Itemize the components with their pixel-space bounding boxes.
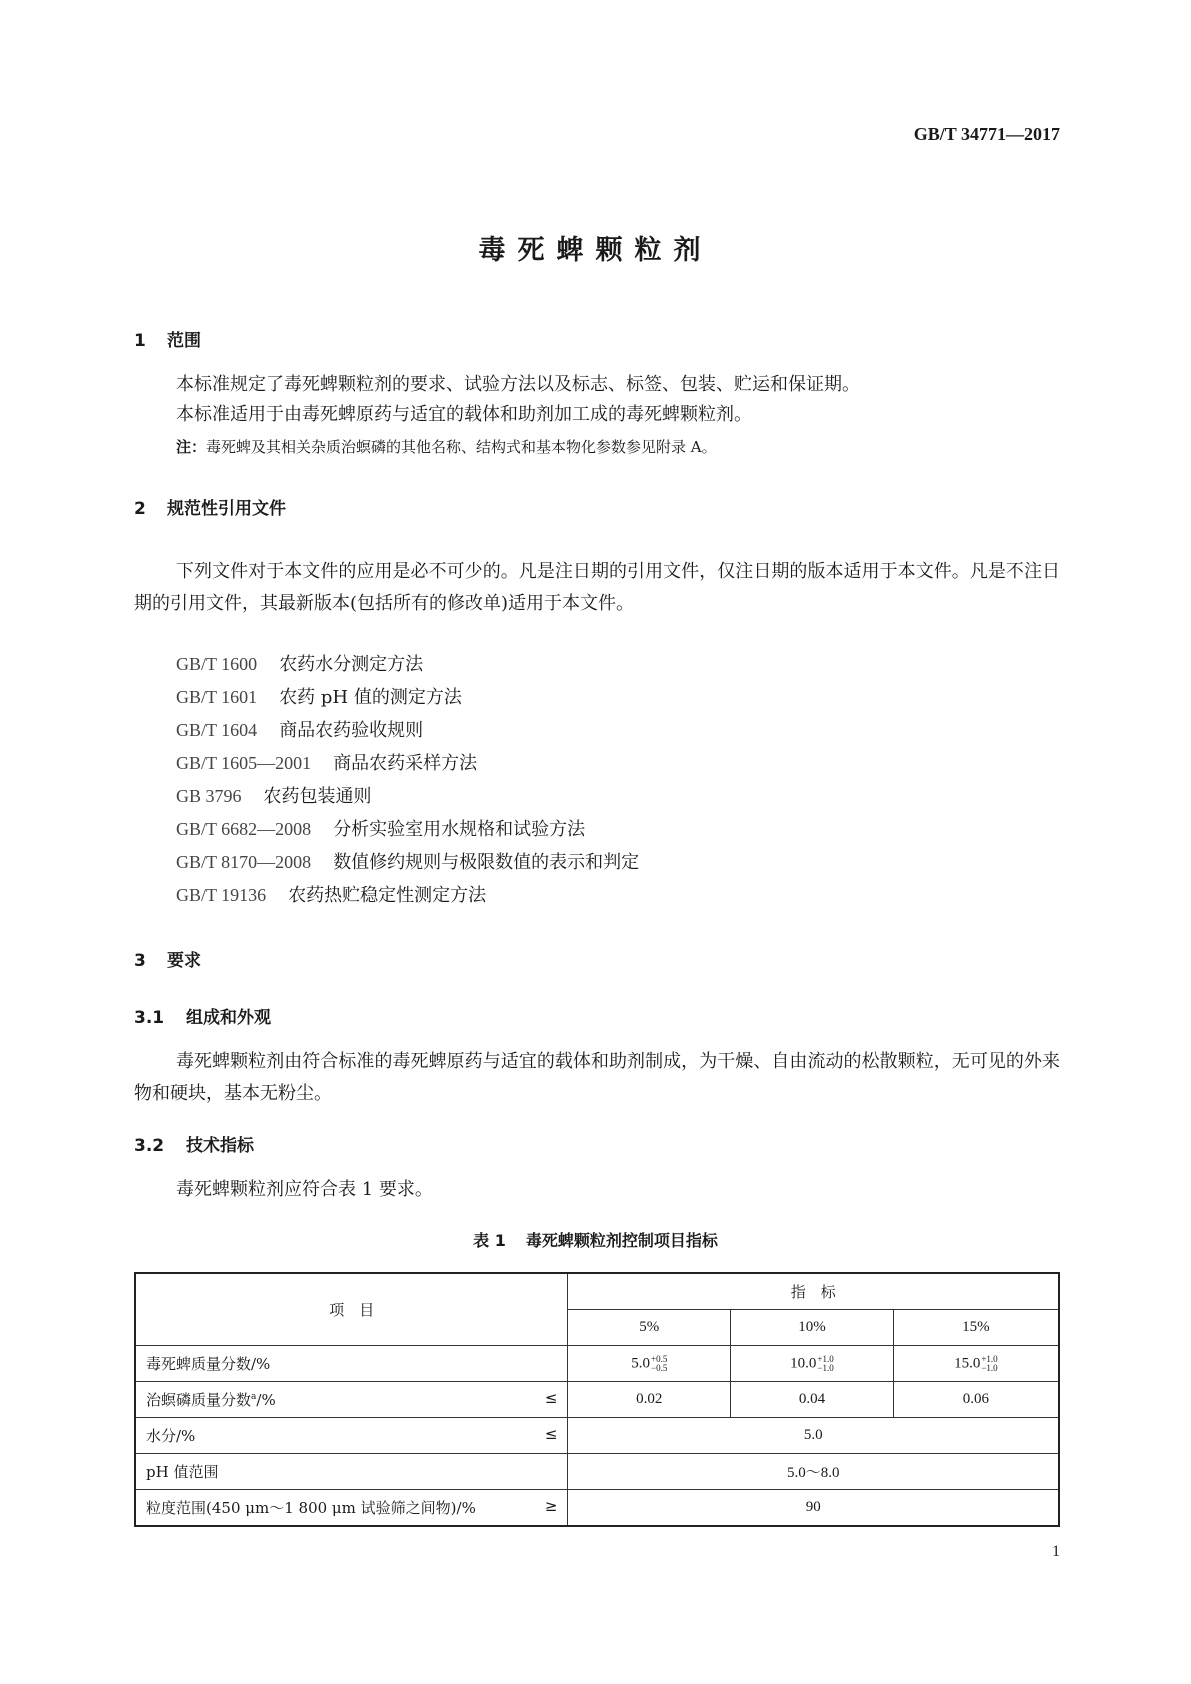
grade-header: 5% — [568, 1310, 731, 1346]
reference-title: 分析实验室用水规格和试验方法 — [333, 819, 586, 840]
section-2-heading — [134, 494, 286, 519]
row-item: 粒度范围(450 μm～1 800 μm 试验筛之间物)/% ≥ — [135, 1490, 568, 1527]
section-title: 技术指标 — [186, 1136, 254, 1156]
reference-code: GB/T 1600 — [176, 654, 258, 674]
reference-item — [176, 846, 639, 879]
row-value: 0.04 — [731, 1382, 894, 1418]
reference-code: GB 3796 — [176, 786, 242, 806]
note-text: 毒死蜱及其相关杂质治螟磷的其他名称、结构式和基本物化参数参见附录 A。 — [206, 438, 717, 456]
row-item: pH 值范围 — [135, 1454, 568, 1490]
reference-item — [176, 681, 639, 714]
page-number: 1 — [1052, 1543, 1060, 1560]
reference-title: 农药水分测定方法 — [279, 654, 424, 675]
section-number: 2 — [134, 499, 146, 519]
section-1-heading — [134, 326, 201, 351]
reference-code: GB/T 1604 — [176, 720, 258, 740]
row-value: 5.0 +0.5 −0.5 — [568, 1346, 731, 1382]
reference-code: GB/T 1601 — [176, 687, 258, 707]
section-3-1-heading — [134, 1003, 271, 1028]
reference-title: 商品农药验收规则 — [279, 720, 424, 741]
section-number: 3.1 — [134, 1008, 165, 1028]
reference-code: GB/T 6682—2008 — [176, 819, 312, 839]
row-value: 90 — [568, 1490, 1059, 1527]
reference-item — [176, 648, 639, 681]
document-title: 毒死蜱颗粒剂 — [478, 235, 713, 266]
references-intro: 下列文件对于本文件的应用是必不可少的。凡是注日期的引用文件，仅注日期的版本适用于本文件。凡是不注日期的引用文件，其最新版本(包括所有的修改单)适用于本文件。 — [134, 561, 1060, 614]
table-header-row — [135, 1273, 1059, 1310]
reference-code: GB/T 8170—2008 — [176, 852, 312, 872]
table-number: 表 1 — [473, 1231, 506, 1250]
reference-title: 农药热贮稳定性测定方法 — [288, 885, 487, 906]
grade-header: 15% — [893, 1310, 1059, 1346]
reference-code: GB/T 1605—2001 — [176, 753, 312, 773]
table-row — [135, 1454, 1059, 1490]
row-value: 5.0 — [568, 1418, 1059, 1454]
comparison-symbol: ≥ — [544, 1497, 558, 1515]
section-title: 规范性引用文件 — [167, 499, 286, 519]
comparison-symbol: ≤ — [544, 1389, 558, 1407]
spec-table — [134, 1272, 1060, 1527]
comparison-symbol: ≤ — [544, 1425, 558, 1443]
reference-title: 农药 pH 值的测定方法 — [279, 687, 462, 708]
section-title: 组成和外观 — [186, 1008, 271, 1028]
scope-paragraph-2: 本标准适用于由毒死蜱原药与适宜的载体和助剂加工成的毒死蜱颗粒剂。 — [176, 404, 752, 425]
row-item: 治螟磷质量分数$^a$/% ≤ — [135, 1382, 568, 1418]
reference-title: 数值修约规则与极限数值的表示和判定 — [333, 852, 640, 873]
section-3-heading — [134, 946, 201, 971]
composition-paragraph: 毒死蜱颗粒剂由符合标准的毒死蜱原药与适宜的载体和助剂制成，为干燥、自由流动的松散颗粒，无可见的外来物和硬块，基本无粉尘。 — [134, 1051, 1060, 1104]
reference-item — [176, 747, 639, 780]
row-value: 0.06 — [893, 1382, 1059, 1418]
section-title: 范围 — [167, 331, 201, 351]
reference-list — [176, 648, 639, 912]
reference-title: 农药包装通则 — [263, 786, 372, 807]
table-row — [135, 1418, 1059, 1454]
table-title: 毒死蜱颗粒剂控制项目指标 — [525, 1231, 718, 1250]
row-value: 0.02 — [568, 1382, 731, 1418]
row-item: 水分/% ≤ — [135, 1418, 568, 1454]
section-title: 要求 — [167, 951, 201, 971]
section-number: 3 — [134, 951, 146, 971]
reference-item — [176, 780, 639, 813]
header-index: 指 标 — [568, 1273, 1059, 1310]
table-row — [135, 1382, 1059, 1418]
spec-paragraph: 毒死蜱颗粒剂应符合表 1 要求。 — [176, 1179, 433, 1200]
reference-title: 商品农药采样方法 — [333, 753, 478, 774]
standard-code: GB/T 34771—2017 — [913, 124, 1060, 144]
table-row — [135, 1346, 1059, 1382]
reference-item — [176, 714, 639, 747]
section-number: 1 — [134, 331, 146, 351]
table-row — [135, 1490, 1059, 1527]
grade-header: 10% — [731, 1310, 894, 1346]
reference-code: GB/T 19136 — [176, 885, 267, 905]
section-3-2-heading — [134, 1131, 254, 1156]
row-value: 15.0 +1.0 −1.0 — [893, 1346, 1059, 1382]
row-item: 毒死蜱质量分数/% — [135, 1346, 568, 1382]
row-value: 10.0 +1.0 −1.0 — [731, 1346, 894, 1382]
scope-paragraph-1: 本标准规定了毒死蜱颗粒剂的要求、试验方法以及标志、标签、包装、贮运和保证期。 — [176, 374, 860, 395]
table-caption — [0, 1228, 1191, 1251]
header-item: 项 目 — [135, 1273, 568, 1346]
row-value: 5.0～8.0 — [568, 1454, 1059, 1490]
scope-note — [176, 436, 717, 457]
reference-item — [176, 813, 639, 846]
section-number: 3.2 — [134, 1136, 165, 1156]
reference-item — [176, 879, 639, 912]
note-label: 注： — [176, 438, 207, 456]
